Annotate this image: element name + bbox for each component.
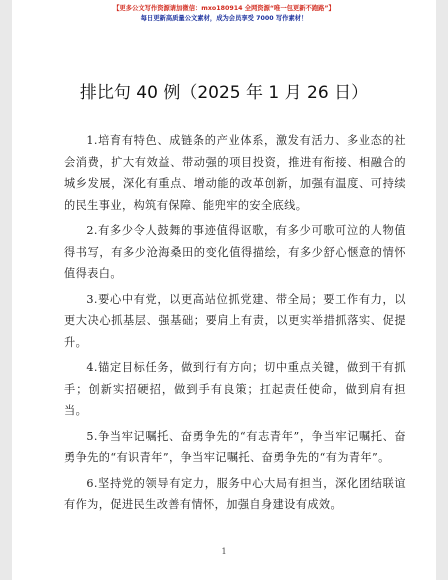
promo-banner-line-1: 【更多公文写作资源请加微信：mxo180914 全网资源“唯一包更新不跑路”】 (113, 5, 335, 12)
paragraph-3: 3.要心中有党，以更高站位抓党建、带全局；要工作有力，以更大决心抓基层、强基础；要肩上有责，以更实举措抓落实、促提升。 (64, 292, 406, 349)
paragraph-2: 2.有多少令人鼓舞的事迹值得讴歌，有多少可歌可泣的人物值得书写，有多少沧海桑田的变化值得描绘，有多少舒心惬意的情怀值得表白。 (64, 224, 406, 280)
page-number: 1 (221, 547, 227, 556)
promo-banner (12, 4, 436, 24)
paragraph-1: 1.培育有特色、成链条的产业体系，激发有活力、多业态的社会消费，扩大有效益、带动强的项目投资，推进有衔接、相融合的城乡发展，深化有重点、增动能的改革创新，加强有温度、可持续的民生事业，构筑有保障、能兜牢的安全底线。 (64, 134, 406, 212)
paragraph-5: 5.争当牢记嘱托、奋勇争先的“有志青年”，争当牢记嘱托、奋勇争先的“有识青年”，争当牢记嘱托、奋勇争先的“有为青年”。 (64, 429, 406, 464)
document-title: 排比句 40 例（2025 年 1 月 26 日） (79, 83, 369, 103)
document-page (12, 0, 436, 580)
promo-banner-line-2: 每日更新高质量公文素材，成为会员享受 7000 写作素材！ (140, 15, 308, 22)
document-body (64, 130, 406, 520)
paragraph-4: 4.锚定目标任务，做到行有方向；切中重点关键，做到干有抓手；创新实招硬招，做到手有良策；扛起责任使命，做到肩有担当。 (64, 361, 406, 417)
paragraph-6: 6.坚持党的领导有定力，服务中心大局有担当，深化团结联谊有作为，促进民生改善有情怀，加强自身建设有成效。 (64, 476, 406, 511)
